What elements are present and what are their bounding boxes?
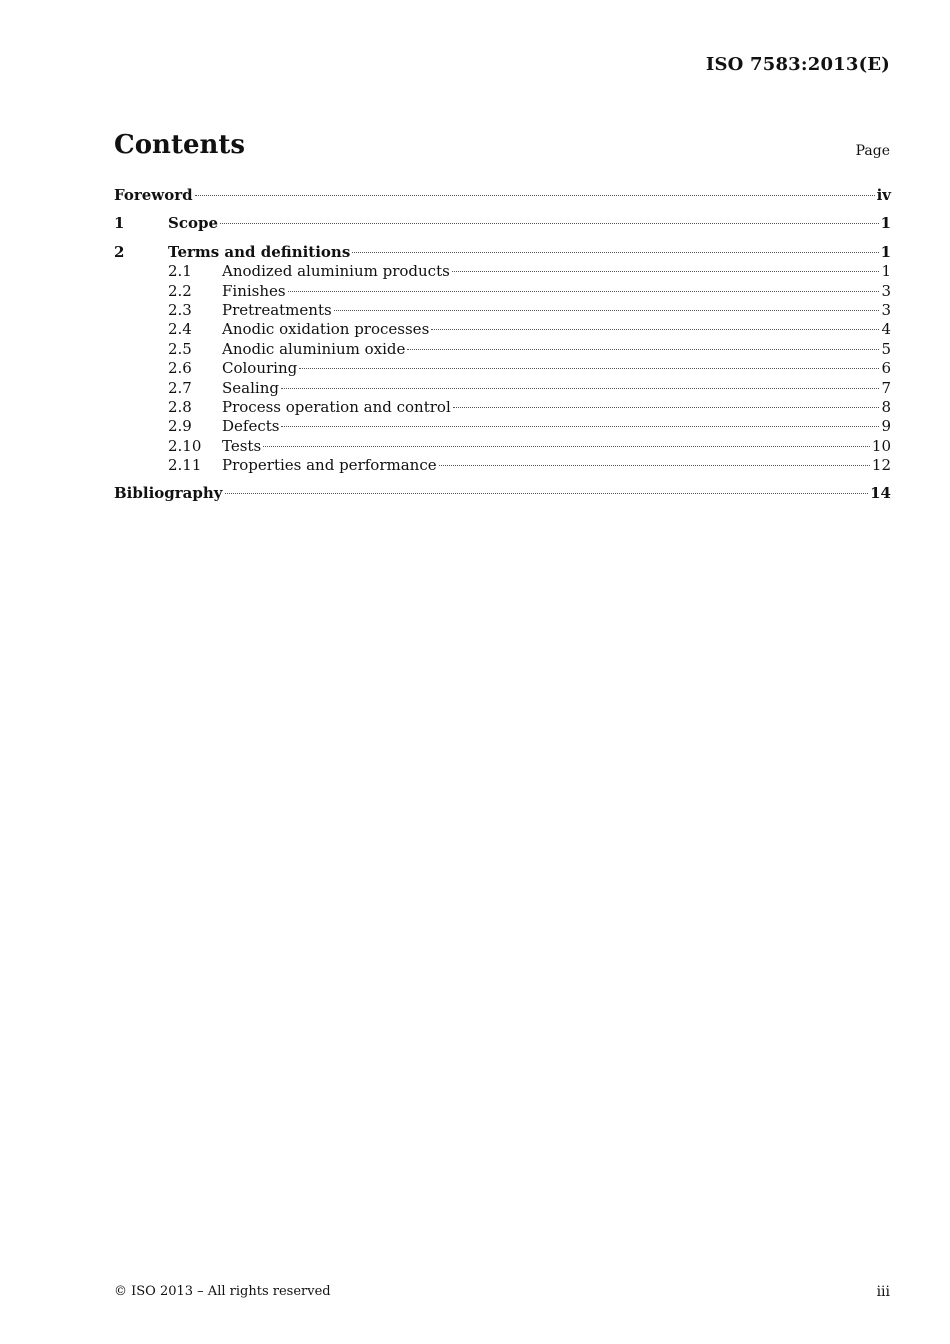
toc-entry-number: 2.3	[168, 300, 192, 319]
toc-entry-label: Finishes	[222, 281, 286, 300]
toc-entry-page: 7	[881, 378, 891, 397]
toc-entry-defects[interactable]	[114, 417, 891, 436]
toc-entry-label: Process operation and control	[222, 397, 451, 416]
toc-entry-label: Colouring	[222, 359, 298, 378]
toc-entry-number: 2.5	[168, 339, 192, 358]
toc-entry-label: Pretreatments	[222, 300, 332, 319]
toc-entry-number: 2.9	[168, 417, 192, 436]
toc-entry-number: 2.8	[168, 397, 192, 416]
toc-entry-scope[interactable]	[114, 214, 891, 233]
copyright-notice: © ISO 2013 – All rights reserved	[114, 1284, 331, 1299]
document-id: ISO 7583:2013(E)	[705, 54, 890, 75]
toc-entry-bibliography[interactable]	[114, 484, 891, 503]
toc-entry-number: 2.4	[168, 320, 192, 339]
toc-entry-number: 2.2	[168, 281, 192, 300]
toc-entry-label: Anodic oxidation processes	[222, 320, 430, 339]
toc-entry-label: Defects	[222, 417, 280, 436]
toc-entry-label: Bibliography	[114, 484, 223, 503]
toc-entry-page: 12	[871, 456, 891, 475]
dot-leader	[452, 271, 880, 272]
toc-entry-anodic-oxidation-processes[interactable]	[114, 320, 891, 339]
dot-leader	[453, 407, 880, 408]
toc-entry-page: 8	[881, 397, 891, 416]
dot-leader	[220, 223, 879, 224]
toc-entry-label: Scope	[168, 214, 219, 233]
toc-entry-foreword[interactable]	[114, 186, 891, 205]
dot-leader	[281, 426, 879, 427]
dot-leader	[288, 291, 880, 292]
toc-entry-number: 2.7	[168, 378, 192, 397]
dot-leader	[281, 388, 880, 389]
dot-leader	[352, 252, 878, 253]
toc-entry-label: Anodized aluminium products	[222, 262, 450, 281]
dot-leader	[431, 329, 879, 330]
toc-entry-colouring[interactable]	[114, 359, 891, 378]
toc-entry-tests[interactable]	[114, 437, 891, 456]
toc-entry-page: 5	[881, 339, 891, 358]
dot-leader	[263, 446, 870, 447]
toc-entry-number: 2.10	[168, 436, 202, 455]
toc-entry-number: 2.6	[168, 359, 192, 378]
toc-entry-page: 6	[881, 359, 891, 378]
page-column-label: Page	[855, 143, 890, 159]
toc-entry-label: Properties and performance	[222, 456, 437, 475]
toc-entry-number: 2	[114, 242, 125, 261]
toc-entry-page: 3	[881, 281, 891, 300]
dot-leader	[407, 349, 879, 350]
dot-leader	[195, 195, 875, 196]
toc-entry-page: 10	[871, 436, 891, 455]
toc-entry-page: 4	[881, 320, 891, 339]
toc-entry-page: 1	[880, 214, 891, 233]
dot-leader	[439, 465, 870, 466]
toc-entry-terms-and-definitions[interactable]	[114, 243, 891, 262]
toc-entry-page: 1	[881, 262, 891, 281]
page-title: Contents	[114, 130, 246, 160]
toc-entry-properties-and-performance[interactable]	[114, 456, 891, 475]
toc-entry-number: 2.1	[168, 262, 192, 281]
toc-entry-anodized-aluminium-products[interactable]	[114, 262, 891, 281]
toc-entry-page: 9	[881, 417, 891, 436]
toc-entry-page: 14	[870, 484, 891, 503]
toc-entry-label: Tests	[222, 436, 262, 455]
toc-entry-label: Foreword	[114, 186, 193, 204]
toc-entry-pretreatments[interactable]	[114, 301, 891, 320]
table-of-contents	[114, 186, 891, 504]
toc-entry-label: Sealing	[222, 378, 279, 397]
toc-entry-sealing[interactable]	[114, 379, 891, 398]
toc-entry-finishes[interactable]	[114, 282, 891, 301]
dot-leader	[334, 310, 880, 311]
toc-entry-label: Anodic aluminium oxide	[222, 339, 406, 358]
toc-entry-number: 1	[114, 214, 125, 233]
dot-leader	[225, 493, 869, 494]
toc-entry-page: iv	[876, 186, 891, 204]
toc-entry-process-operation-and-control[interactable]	[114, 398, 891, 417]
toc-entry-label: Terms and definitions	[168, 242, 351, 261]
toc-entry-page: 3	[881, 300, 891, 319]
toc-entry-page: 1	[880, 242, 891, 261]
page-number: iii	[876, 1284, 890, 1300]
toc-entry-anodic-aluminium-oxide[interactable]	[114, 340, 891, 359]
dot-leader	[299, 368, 879, 369]
toc-entry-number: 2.11	[168, 456, 202, 475]
